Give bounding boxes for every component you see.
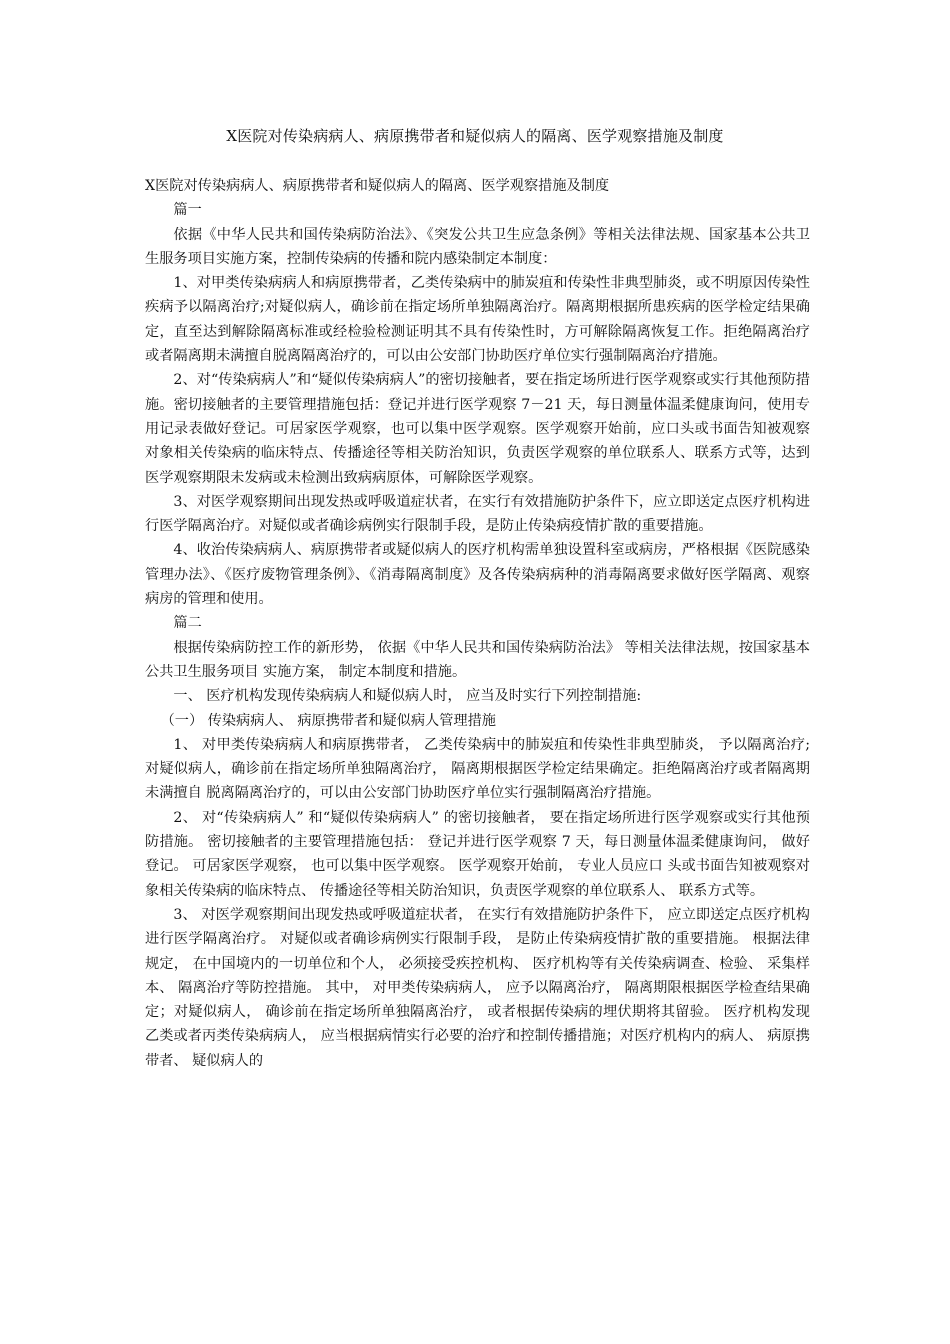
document-body (145, 174, 810, 1073)
paragraph-item-4: 4、收治传染病病人、病原携带者或疑似病人的医疗机构需单独设置科室或病房，严格根据《医院感染管理办法》、《医疗废物管理条例》、《消毒隔离制度》及各传染病病种的消毒隔离要求做好医学隔离、观察病房的管理和使用。 (145, 542, 810, 608)
paragraph-item-1: 1、对甲类传染病病人和病原携带者，乙类传染病中的肺炭疽和传染性非典型肺炎，或不明原因传染性疾病予以隔离治疗;对疑似病人，确诊前在指定场所单独隔离治疗。隔离期根据所患疾病的医学检定结果确定，直至达到解除隔离标准或经检验检测证明其不具有传染性时，方可解除隔离恢复工作。拒绝隔离治疗或者隔离期未满擅自脱离隔离治疗的，可以由公安部门协助医疗单位实行强制隔离治疗措施。 (145, 275, 810, 365)
paragraph-item-b1: 1、 对甲类传染病病人和病原携带者， 乙类传染病中的肺炭疽和传染性非典型肺炎， 予以隔离治疗; 对疑似病人，确诊前在指定场所单独隔离治疗， 隔离期根据医学检定结果确定。拒绝隔离治疗或者隔离期未满擅自 脱离隔离治疗的，可以由公安部门协助医疗单位实行强制隔离治疗措施。 (145, 736, 810, 802)
paragraph-section-one: 一、 医疗机构发现传染病病人和疑似病人时， 应当及时实行下列控制措施: (173, 688, 642, 705)
paragraph-item-b3: 3、 对医学观察期间出现发热或呼吸道症状者， 在实行有效措施防护条件下， 应立即送定点医疗机构进行医学隔离治疗。 对疑似或者确诊病例实行限制手段， 是防止传染病疫情扩散的重要措施。 根据法律规定， 在中国境内的一切单位和个人， 必须接受疾控机构、 医疗机构等有关传染病调查、检验、 采集样本、 隔离治疗等防控措施。 其中， 对甲类传染病病人， 应予以隔离治疗， 隔离期限根据医学检查结果确定；对疑似病人， 确诊前在指定场所单独隔离治疗， 或者根据传染病的埋伏期将其留验。 医疗机构发现乙类或者丙类传染病病人， 应当根据病情实行必要的治疗和控制传播措施；对医疗机构内的病人、 病原携带者、 疑似病人的 (145, 906, 810, 1069)
paragraph-intro-1: 依据《中华人民共和国传染病防治法》、《突发公共卫生应急条例》等相关法律法规、国家基本公共卫生服务项目实施方案，控制传染病的传播和院内感染制定本制度： (145, 226, 810, 267)
paragraph-subsection: （一） 传染病病人、 病原携带者和疑似病人管理措施 (160, 712, 496, 729)
section-heading-2: 篇二 (173, 615, 202, 632)
paragraph-item-3: 3、对医学观察期间出现发热或呼吸道症状者，在实行有效措施防护条件下，应立即送定点医疗机构进行医学隔离治疗。对疑似或者确诊病例实行限制手段，是防止传染病疫情扩散的重要措施。 (145, 493, 810, 535)
paragraph-item-2: 2、对“传染病病人”和“疑似传染病病人”的密切接触者，要在指定场所进行医学观察或实行其他预防措施。密切接触者的主要管理措施包括：登记并进行医学观察 7－21 天，每日测量体温柔健康询问，使用专用记录表做好登记。可居家医学观察，也可以集中医学观察。医学观察开始前，应口头或书面告知被观察对象相关传染病的临床特点、传播途径等相关防治知识，负责医学观察的单位联系人、联系方式等，达到医学观察期限未发病或未检测出致病病原体，可解除医学观察。 (145, 372, 810, 486)
body-heading: X医院对传染病病人、病原携带者和疑似病人的隔离、医学观察措施及制度 (145, 178, 610, 194)
document-title: X医院对传染病病人、病原携带者和疑似病人的隔离、医学观察措施及制度 (226, 127, 724, 145)
section-heading-1: 篇一 (173, 202, 202, 219)
paragraph-intro-2: 根据传染病防控工作的新形势， 依据《中华人民共和国传染病防治法》 等相关法律法规，按国家基本公共卫生服务项目 实施方案， 制定本制度和措施。 (145, 639, 810, 680)
paragraph-item-b2: 2、 对“传染病病人” 和“疑似传染病病人” 的密切接触者， 要在指定场所进行医学观察或实行其他预防措施。 密切接触者的主要管理措施包括： 登记并进行医学观察 7 天，每日测量体温柔健康询问， 做好登记。 可居家医学观察， 也可以集中医学观察。 医学观察开始前， 专业人员应口 头或书面告知被观察对象相关传染病的临床特点、 传播途径等相关防治知识，负责医学观察的单位联系人、 联系方式等。 (145, 809, 810, 899)
